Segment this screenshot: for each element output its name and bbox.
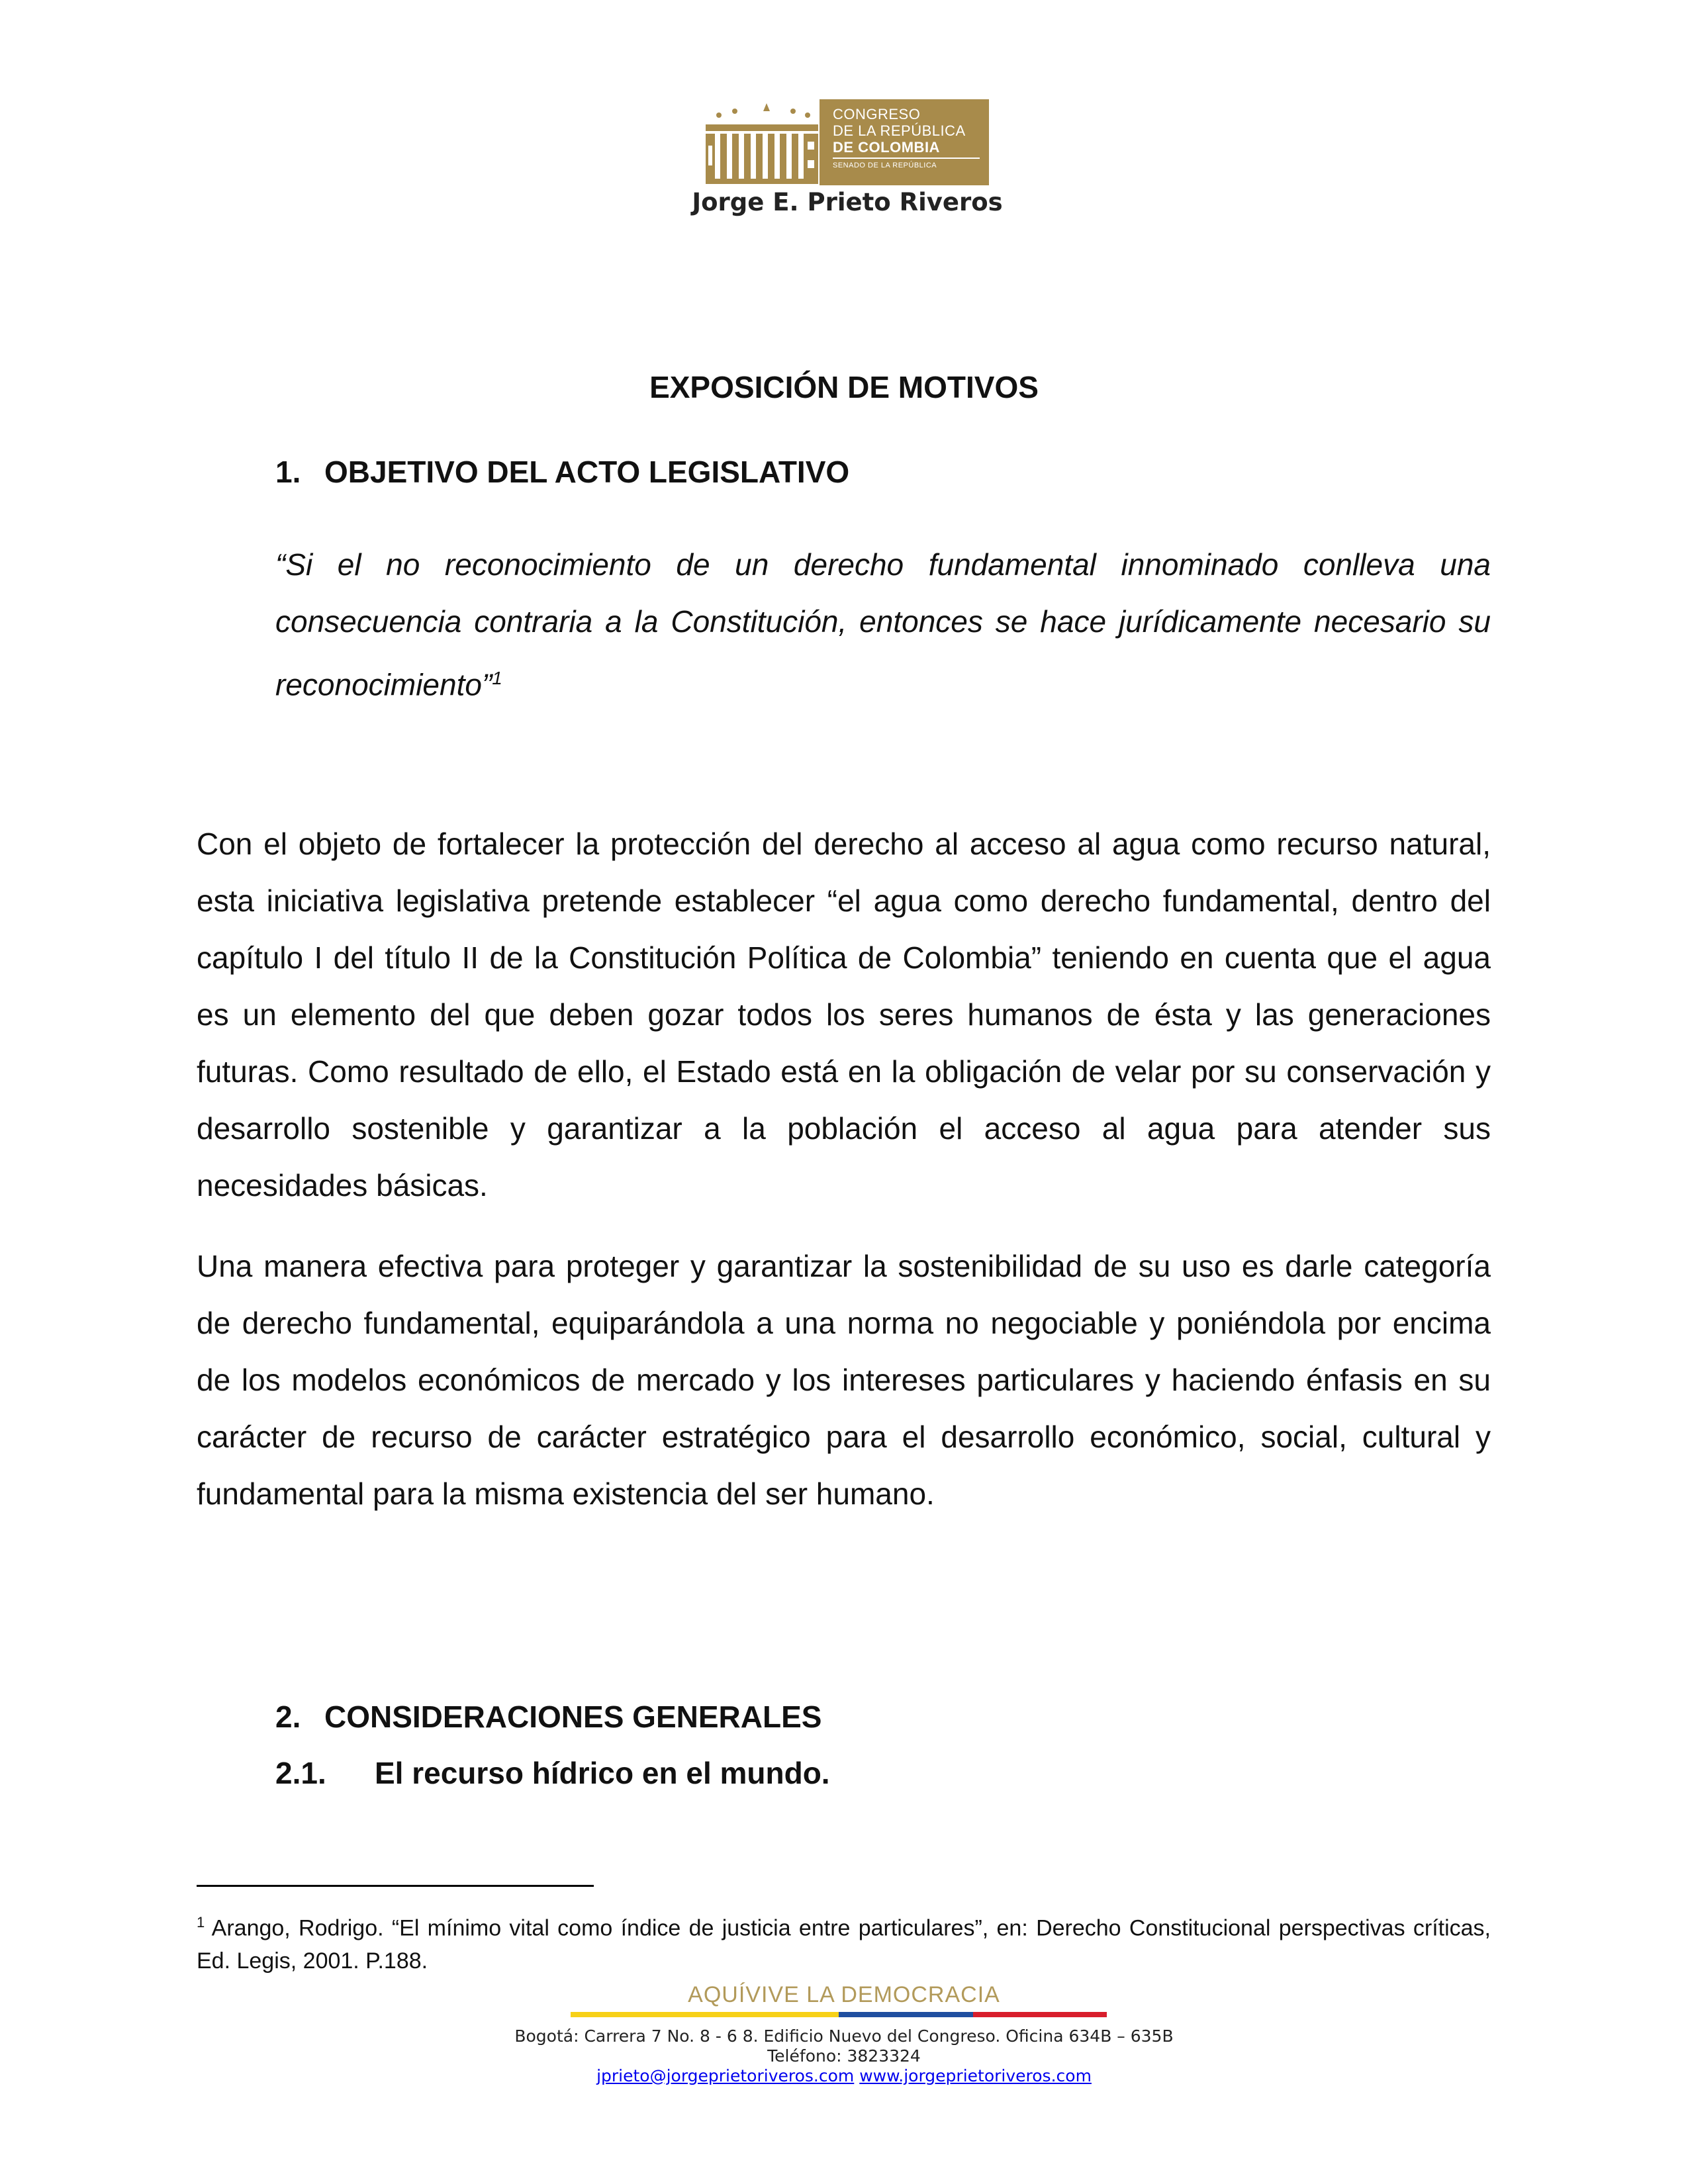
section-title: OBJETIVO DEL ACTO LEGISLATIVO [324,455,850,489]
footer-slogan: AQUÍVIVE LA DEMOCRACIA [688,1982,1000,2007]
footnote-reference[interactable]: 1 [492,668,502,688]
footer-phone: Teléfono: 3823324 [767,2046,921,2066]
email-link[interactable]: jprieto@jorgeprietoriveros.com [596,2066,855,2085]
section-number: 2. [275,1700,301,1734]
congress-logo-text [820,99,989,185]
quote-text: “Si el no reconocimiento de un derecho fundamental innominado conlleva una consecuencia contraria a la Constitución, entonces se hace jurídicamente necesario su reconocimiento” [275,547,1491,702]
section-heading-1 [275,454,849,490]
epigraph-quote [275,536,1491,713]
footer-address: Bogotá: Carrera 7 No. 8 - 6 8. Edificio Nuevo del Congreso. Oficina 634B – 635B [514,2026,1174,2046]
footnote-number: 1 [197,1914,205,1931]
footnote [197,1906,1491,1978]
colombia-flag-stripe [571,2012,1107,2017]
section-title: CONSIDERACIONES GENERALES [324,1700,822,1734]
author-name: Jorge E. Prieto Riveros [692,188,1003,216]
logo-line-1: CONGRESO [833,106,921,122]
flag-blue [839,2012,973,2017]
footnote-separator [197,1885,594,1887]
logo-line-2: DE LA REPÚBLICA [833,122,966,139]
document-title: EXPOSICIÓN DE MOTIVOS [649,370,1039,404]
subsection-number: 2.1. [275,1756,326,1790]
subsection-heading-2-1 [275,1755,830,1791]
logo-line-4: SENADO DE LA REPÚBLICA [833,161,937,169]
section-heading-2 [275,1699,821,1735]
logo-line-3: DE COLOMBIA [833,139,980,159]
section-number: 1. [275,455,301,489]
body-paragraph-1: Con el objeto de fortalecer la protección del derecho al acceso al agua como recurso natural, esta iniciativa legislativa pretende establecer “el agua como derecho fundamental, dentro del capítulo I del título II de la Constitución Política de Colombia” teniendo en cuenta que el agua es un elemento del que deben gozar todos los seres humanos de ésta y las generaciones futuras. Como resultado de ello, el Estado está en la obligación de velar por su conservación y desarrollo sostenible y garantizar a la población el acceso al agua para atender sus necesidades básicas. [197,827,1491,1203]
body-paragraph-2: Una manera efectiva para proteger y garantizar la sostenibilidad de su uso es darle categoría de derecho fundamental, equiparándola a una norma no negociable y poniéndola por encima de los modelos económicos de mercado y los intereses particulares y haciendo énfasis en su carácter de recurso de carácter estratégico para el desarrollo económico, social, cultural y fundamental para la misma existencia del ser humano. [197,1249,1491,1511]
subsection-title: El recurso hídrico en el mundo. [375,1756,830,1790]
footnote-text: Arango, Rodrigo. “El mínimo vital como índice de justicia entre particulares”, en: Derecho Constitucional perspectivas críticas, Ed. Legis, 2001. P.188. [197,1915,1491,1974]
footer-contact [0,2026,1688,2086]
flag-red [973,2012,1107,2017]
footer-links [0,2066,1688,2086]
congress-logo [694,99,992,185]
capitol-building-icon [694,99,820,185]
flag-yellow [571,2012,839,2017]
website-link[interactable]: www.jorgeprietoriveros.com [859,2066,1092,2085]
